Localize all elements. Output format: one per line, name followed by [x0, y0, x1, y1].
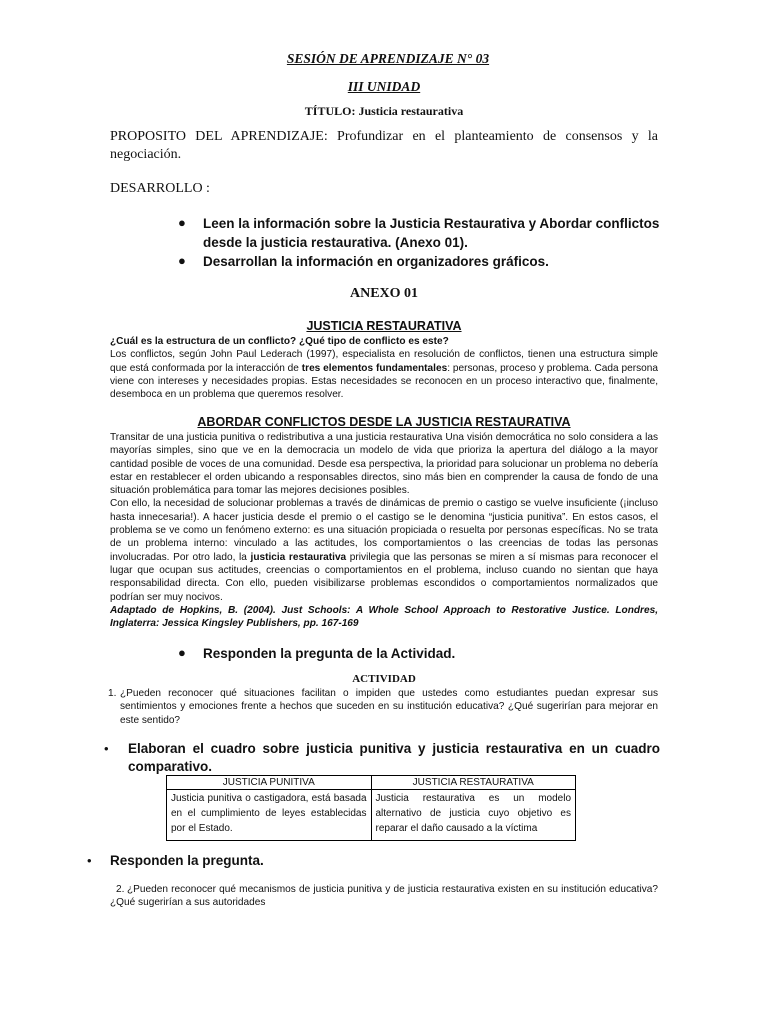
learning-purpose: PROPOSITO DEL APRENDIZAJE: Profundizar en el planteamiento de consensos y la negociación. — [110, 129, 658, 162]
section2-paragraph-2 — [110, 497, 658, 603]
section1-body — [110, 335, 658, 401]
list-item — [87, 852, 647, 870]
question-text: ¿Pueden reconocer qué mecanismos de justicia punitiva y de justicia restaurativa existen en su institución educativa? ¿Qué sugerirían a sus autoridades — [110, 884, 658, 909]
section1-question: ¿Cuál es la estructura de un conflicto? ¿Qué tipo de conflicto es este? — [110, 336, 449, 347]
paragraph-text: : personas, proceso y problema. Cada persona viene con intereses y necesidades propias. Estas necesidades se reconocen en un proceso interactivo que, finalmente, desemboca en un problema que queremos resolver. — [110, 362, 658, 401]
question-bullet — [87, 852, 647, 870]
question-2 — [110, 883, 658, 910]
section2-body — [110, 431, 658, 630]
table-header-row — [167, 776, 576, 790]
list-item — [178, 644, 668, 663]
comparison-table — [166, 775, 576, 841]
paragraph-text: Los conflictos, según John Paul Lederach (1997), especialista en resolución de conflictos, tienen una estructura simple que está conformada por la interacción de — [110, 349, 658, 374]
table-row — [167, 790, 576, 841]
list-item — [178, 214, 668, 252]
header-punitive-justice: JUSTICIA PUNITIVA — [167, 776, 372, 790]
section-heading-conflicts: ABORDAR CONFLICTOS DESDE LA JUSTICIA RESTAURATIVA — [197, 415, 571, 429]
list-item — [108, 687, 658, 727]
list-item — [178, 252, 668, 271]
activity-heading: ACTIVIDAD — [352, 673, 416, 685]
development-item-1: Leen la información sobre la Justicia Restaurativa y Abordar conflictos desde la justicia restaurativa. (Anexo 01). — [203, 216, 660, 250]
cell-punitive-justice: Justicia punitiva o castigadora, está basada en el cumplimiento de leyes establecidas por el Estado. — [167, 790, 372, 841]
bold-text: tres elementos fundamentales — [301, 362, 448, 374]
paragraph-text: Con ello, la necesidad de solucionar problemas a través de dinámicas de premio o castigo se vuelve insuficiente (¡incluso hasta innecesaria!). A hacer justicia desde el premio o el castigo se le denomina “justicia punitiva”. En estos casos, el problema se ve como un fenómeno externo: es una situación propiciada o resuelta por personas específicas. No se trata de un problema interno: vinculado a las actitudes, los comportamientos o las creencias de todas las personas involucradas. Por otro lado, la — [110, 498, 658, 563]
answer-activity-item: Responden la pregunta de la Actividad. — [203, 646, 456, 661]
answer-bullet — [178, 644, 668, 663]
development-list — [178, 214, 668, 271]
table-bullet — [104, 740, 660, 776]
question-text: ¿Pueden reconocer qué situaciones facilitan o impiden que ustedes como estudiantes puedan expresar sus sentimientos y emociones frente a hechos que suceden en su institución educativa? ¿Qué sugerirían para mejorar en este sentido? — [120, 688, 658, 726]
section1-paragraph — [110, 348, 658, 401]
table-instruction: Elaboran el cuadro sobre justicia punitiva y justicia restaurativa en un cuadro comparativo. — [128, 741, 660, 774]
annex-title: ANEXO 01 — [349, 286, 419, 301]
activity-question-1 — [108, 687, 658, 727]
citation: Adaptado de Hopkins, B. (2004). Just Schools: A Whole School Approach to Restorative Justice. Londres, Inglaterra: Jessica Kingsley Publishers, pp. 167-169 — [110, 604, 658, 630]
question-number: 2. — [116, 884, 125, 895]
bullet-icon: ● — [178, 215, 186, 230]
bullet-icon: • — [104, 741, 109, 756]
bullet-icon: • — [87, 853, 92, 868]
bullet-icon: ● — [178, 253, 186, 268]
section2-paragraph-1: Transitar de una justicia punitiva o redistributiva a una justicia restaurativa Una visión democrática no solo considera a las mayorías simples, sino que ve en la democracia un modelo de vida que prioriza la apertura del diálogo a la mayor cantidad posible de voces de una comunidad. Desde esa perspectiva, la prioridad para solucionar un problema no debería estar en restablecer el orden ubicando a responsables directos, sino más bien en comprender la causa de fondo de una situación problemática para tomar las mejores decisiones posibles. — [110, 432, 658, 497]
question-number: 1. — [108, 688, 117, 699]
lesson-title: TÍTULO: Justicia restaurativa — [304, 104, 464, 118]
answer-question-item: Responden la pregunta. — [110, 853, 264, 868]
development-item-2: Desarrollan la información en organizadores gráficos. — [203, 254, 549, 269]
bullet-icon: ● — [178, 645, 186, 660]
session-title: SESIÓN DE APRENDIZAJE N° 03 — [286, 51, 490, 66]
bold-text: justicia restaurativa — [250, 551, 347, 563]
development-label: DESARROLLO : — [110, 181, 210, 196]
list-item — [104, 740, 660, 776]
section-heading-restorative-justice: JUSTICIA RESTAURATIVA — [306, 319, 462, 333]
unit-title: III UNIDAD — [347, 79, 421, 94]
cell-restorative-justice: Justicia restaurativa es un modelo alternativo de justicia cuyo objetivo es reparar el daño causado a la víctima — [371, 790, 576, 841]
paragraph-text: privilegia que las personas se miren a sí mismas para reconocer el lugar que ocupan sus actitudes, creencias o comportamientos en el problema, incluso cuando no sientan que haya responsabilidad directa. Con ello, pueden visibilizarse problemas escondidos o comportamientos normalizados que podrían ser muy nocivos. — [110, 551, 658, 603]
header-restorative-justice: JUSTICIA RESTAURATIVA — [371, 776, 576, 790]
